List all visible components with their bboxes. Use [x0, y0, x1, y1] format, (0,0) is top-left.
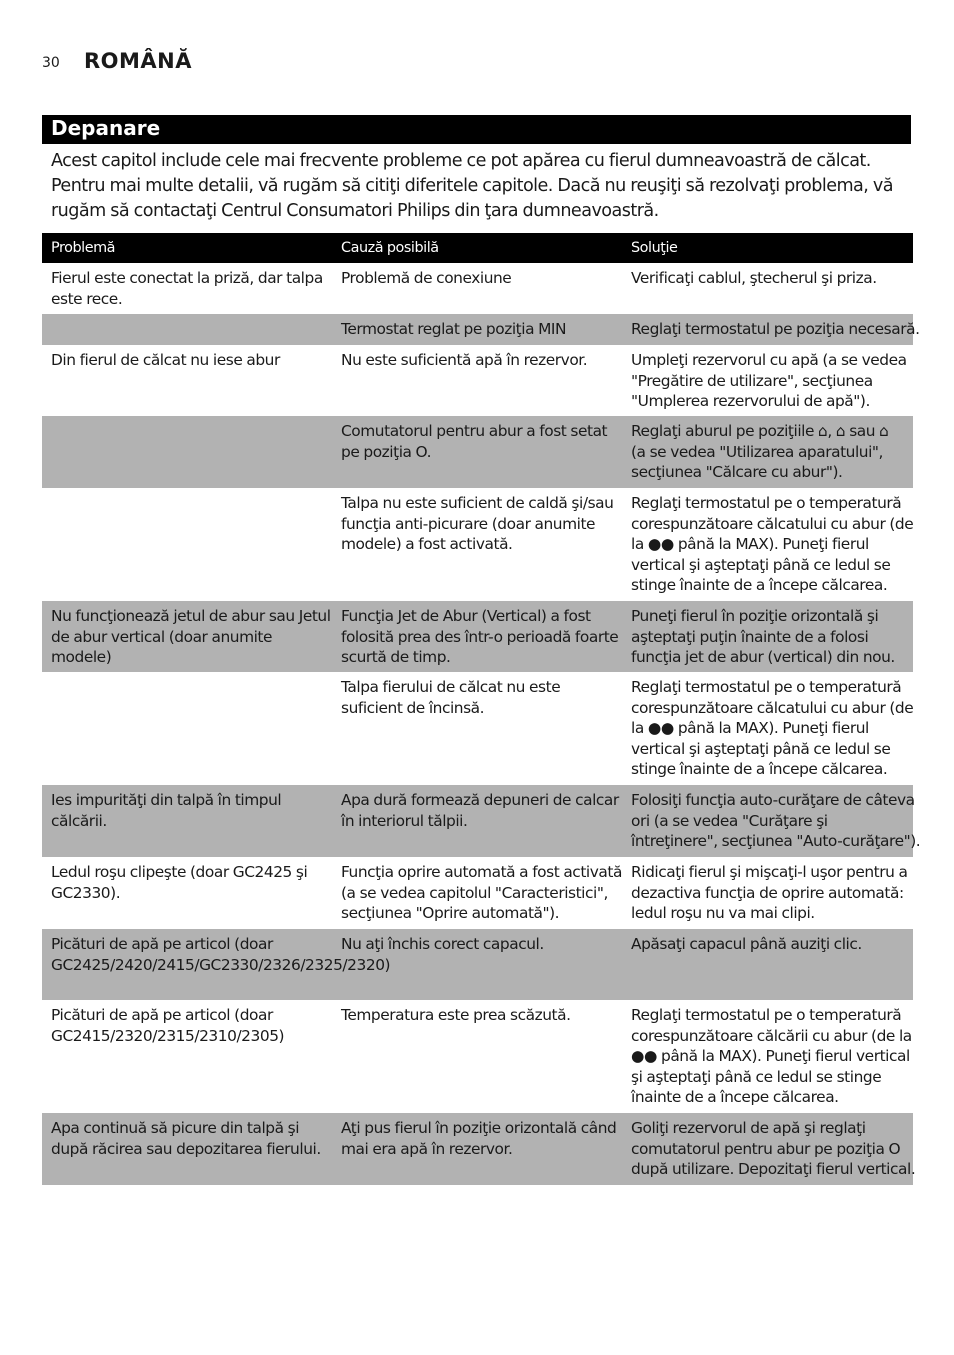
solution-line: Folosiţi funcţia auto-curăţare de câteva: [631, 791, 915, 809]
solution-line: ●● până la MAX). Puneţi fierul vertical: [631, 1047, 910, 1065]
solution-cell: [622, 488, 913, 601]
solution-line: Apăsaţi capacul până auziţi clic.: [631, 935, 862, 953]
cause-cell: Termostat reglat pe poziţia MIN: [341, 320, 567, 338]
solution-cell: [622, 263, 913, 314]
solution-line: stinge înainte de a începe călcarea.: [631, 760, 888, 778]
solution-line: Ridicaţi fierul şi mişcaţi-l uşor pentru a: [631, 863, 908, 881]
solution-line: vertical şi aşteptaţi până ce ledul se: [631, 555, 891, 574]
solution-line: înainte de a începe călcarea.: [631, 1088, 839, 1106]
table-row: [42, 1113, 916, 1185]
solution-line: ori (a se vedea "Curăţare şi: [631, 811, 828, 830]
solution-cell: [622, 785, 921, 857]
cause-cell: Nu este suficientă apă în rezervor.: [341, 351, 588, 369]
solution-line: funcţia jet de abur (vertical) din nou.: [631, 648, 895, 666]
cause-cell: Talpa nu este suficient de caldă şi/sau funcţia anti-picurare (doar anumite modele) a fost activată.: [341, 494, 614, 553]
table-row: [42, 314, 920, 345]
solution-line: la ●● până la MAX). Puneţi fierul: [631, 719, 869, 737]
problem-cell: Fierul este conectat la priză, dar talpa este rece.: [51, 269, 323, 308]
solution-line: după utilizare. Depozitaţi fierul vertical.: [631, 1160, 916, 1178]
cause-cell: Funcţia Jet de Abur (Vertical) a fost folosită prea des într-o perioadă foarte scurtă de timp.: [341, 607, 619, 666]
solution-line: vertical şi aşteptaţi până ce ledul se: [631, 739, 891, 758]
cause-cell: Temperatura este prea scăzută.: [341, 1006, 571, 1024]
header-solution: Soluţie: [631, 239, 678, 256]
table-row: [42, 785, 921, 857]
problem-cell: Picături de apă pe articol (doar GC2415/2320/2315/2310/2305): [51, 1006, 285, 1045]
cause-cell: Funcţia oprire automată a fost activată (a se vedea capitolul "Caracteristici", secţiunea "Oprire automată").: [341, 863, 622, 922]
solution-line: corespunzătoare călcatului cu abur (de: [631, 514, 914, 533]
solution-cell: [622, 601, 913, 672]
header-cause: Cauză posibilă: [341, 239, 439, 256]
solution-cell: [622, 857, 913, 929]
problem-cell: [42, 314, 332, 345]
header-problem: Problemă: [51, 239, 116, 256]
problem-cell: Apa continuă să picure din talpă şi după răcirea sau depozitarea fierului.: [51, 1119, 321, 1158]
solution-cell: [622, 1000, 913, 1113]
solution-line: Reglaţi aburul pe poziţiile ⌂, ⌂ sau ⌂: [631, 422, 889, 440]
problem-cell: [42, 672, 332, 785]
problem-cell: Din fierul de călcat nu iese abur: [51, 351, 280, 369]
solution-line: stinge înainte de a începe călcarea.: [631, 576, 888, 594]
table-row: [42, 929, 913, 1000]
cause-cell: Problemă de conexiune: [341, 269, 512, 287]
solution-line: "Pregătire de utilizare", secţiunea: [631, 371, 873, 390]
solution-line: Verificaţi cablul, ştecherul şi priza.: [631, 269, 877, 287]
page-number: 30: [42, 55, 60, 71]
table-header-row: [42, 233, 913, 263]
solution-line: Reglaţi termostatul pe o temperatură: [631, 1006, 902, 1024]
problem-cell: [42, 488, 332, 601]
solution-cell: [622, 1113, 916, 1185]
solution-line: "Umplerea rezervorului de apă").: [631, 392, 870, 410]
solution-cell: [622, 929, 913, 1000]
solution-line: Goliţi rezervorul de apă şi reglaţi: [631, 1119, 866, 1137]
table-row: [42, 345, 913, 416]
section-title: Depanare: [51, 116, 161, 140]
solution-cell: [622, 672, 913, 785]
table-row: [42, 857, 913, 929]
section-title-bar: [42, 115, 911, 144]
problem-cell: Picături de apă pe articol (doar GC2425/2420/2415/GC2330/2326/2325/2320): [51, 935, 391, 974]
solution-line: dezactiva funcţia de oprire automată:: [631, 883, 904, 902]
solution-line: şi aşteptaţi până ce ledul se stinge: [631, 1067, 882, 1086]
table-row: [42, 601, 913, 672]
table-body: [42, 263, 921, 1185]
solution-cell: [622, 345, 913, 416]
intro-paragraph: Acest capitol include cele mai frecvente probleme ce pot apărea cu fierul dumneavoastră de călcat. Pentru mai multe detalii, vă rugăm să citiţi diferitele capitole. Dacă nu reuşiţi să rezolvaţi problema, vă rugăm să contactaţi Centrul Consumatori Philips din ţara dumneavoastră.: [51, 151, 893, 221]
table-row: [42, 488, 913, 601]
cause-cell: Nu aţi închis corect capacul.: [341, 935, 544, 953]
solution-line: Reglaţi termostatul pe o temperatură: [631, 678, 902, 696]
problem-cell: Nu funcţionează jetul de abur sau Jetul de abur vertical (doar anumite modele): [51, 607, 331, 666]
solution-line: corespunzătoare călcatului cu abur (de: [631, 698, 914, 717]
solution-line: Reglaţi termostatul pe o temperatură: [631, 494, 902, 512]
table-row: [42, 416, 913, 488]
problem-cell: Ies impurităţi din talpă în timpul călcării.: [51, 791, 282, 830]
table-row: [42, 672, 913, 785]
solution-cell: [622, 416, 913, 488]
problem-cell: [42, 416, 332, 488]
solution-line: Puneţi fierul în poziţie orizontală şi: [631, 607, 879, 625]
solution-line: secţiunea "Călcare cu abur").: [631, 463, 843, 481]
language-heading: ROMÂNĂ: [84, 49, 192, 73]
cause-cell: Aţi pus fierul în poziţie orizontală când mai era apă în rezervor.: [341, 1119, 617, 1158]
solution-line: la ●● până la MAX). Puneţi fierul: [631, 535, 869, 553]
solution-line: comutatorul pentru abur pe poziţia O: [631, 1139, 901, 1158]
problem-cell: Ledul roşu clipeşte (doar GC2425 şi GC2330).: [51, 863, 308, 902]
solution-line: corespunzătoare călcării cu abur (de la: [631, 1026, 912, 1045]
solution-line: (a se vedea "Utilizarea aparatului",: [631, 442, 884, 461]
solution-line: ledul roşu nu va mai clipi.: [631, 904, 815, 922]
table-row: [42, 1000, 913, 1113]
cause-cell: Apa dură formează depuneri de calcar în interiorul tălpii.: [341, 791, 619, 830]
solution-cell: [622, 314, 920, 345]
solution-line: Reglaţi termostatul pe poziţia necesară.: [631, 320, 920, 338]
troubleshooting-table: [42, 233, 921, 1185]
solution-line: aşteptaţi puţin înainte de a folosi: [631, 627, 869, 646]
cause-cell: Talpa fierului de călcat nu este suficient de încinsă.: [341, 678, 561, 717]
table-row: [42, 263, 913, 314]
solution-line: întreţinere", secţiunea "Auto-curăţare").: [631, 832, 921, 850]
solution-line: Umpleţi rezervorul cu apă (a se vedea: [631, 351, 907, 369]
cause-cell: Comutatorul pentru abur a fost setat pe poziţia O.: [341, 422, 608, 461]
